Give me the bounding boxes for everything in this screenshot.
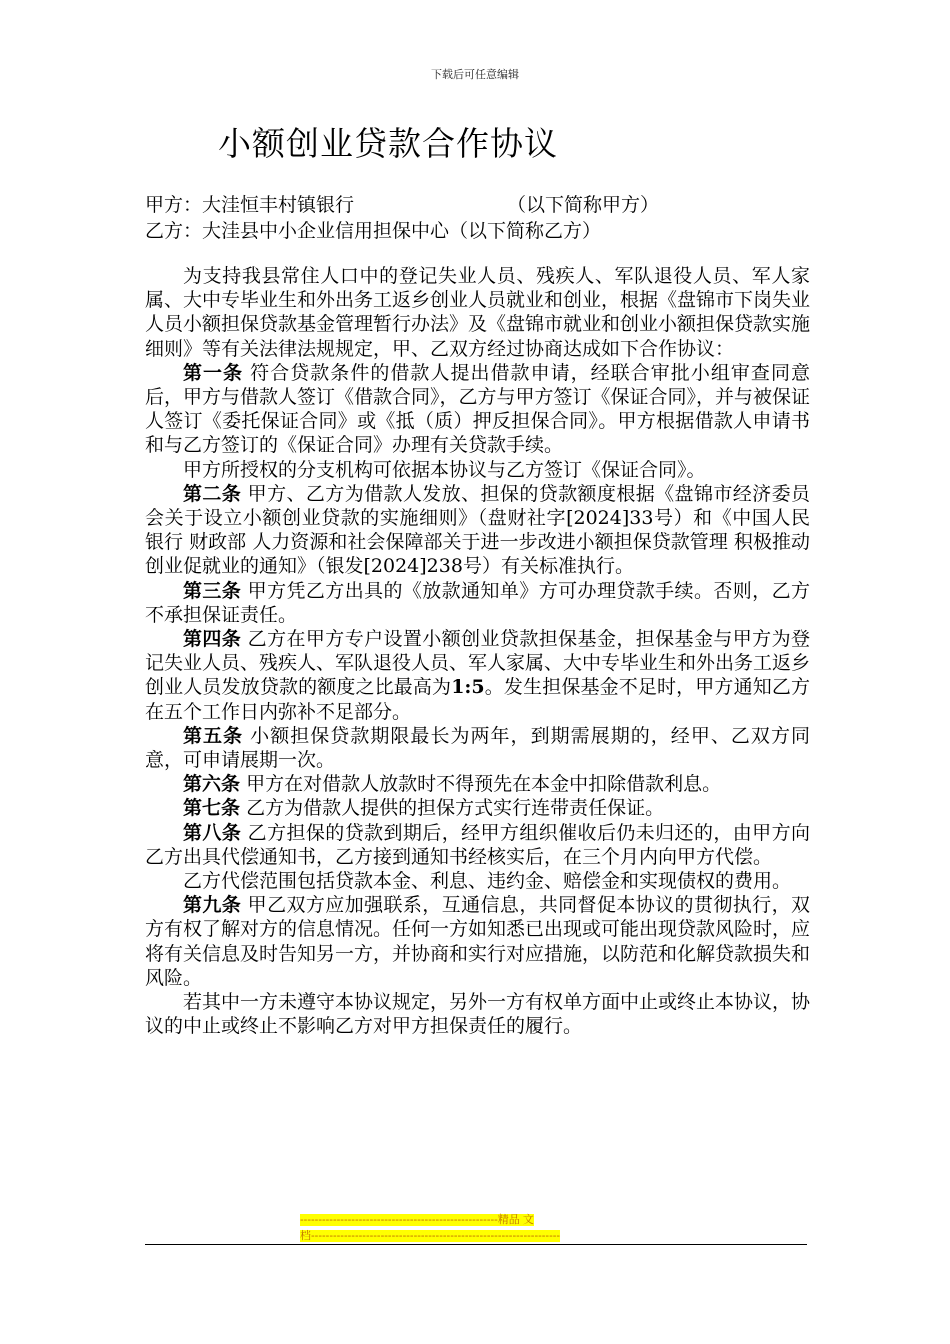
article-9	[145, 893, 810, 990]
footer-divider	[145, 1244, 807, 1245]
footer-mark-line2: 档--------------------------------------------------------------------	[300, 1230, 561, 1242]
article-number: 第九条	[183, 894, 242, 917]
article-1-note	[145, 458, 810, 482]
article-text: 甲乙双方应加强联系，互通信息，共同督促本协议的贯彻执行，双方有权了解对方的信息情况。任何一方如知悉已出现或可能出现贷款风险时，应将有关信息及时告知另一方，并协商和实行对应措施，以防范和化解贷款损失和风险。	[145, 894, 811, 989]
article-5	[145, 724, 810, 772]
article-number: 第四条	[183, 628, 242, 651]
article-number: 第六条	[183, 773, 241, 796]
footer-mark-line1: ------------------------------------------------------精品 文	[300, 1214, 534, 1226]
article-8	[145, 821, 810, 869]
article-text: 乙方在甲方专户设置小额创业贷款担保基金，担保基金与甲方为登记失业人员、残疾人、军队退役人员、军人家属、大中专毕业生和外出务工返乡创业人员发放贷款的额度之比最高为	[145, 628, 811, 699]
article-3	[145, 579, 810, 627]
party-b-line	[145, 216, 601, 243]
document-title: 小额创业贷款合作协议	[218, 124, 558, 163]
party-a-abbr: （以下简称甲方）	[507, 194, 660, 216]
article-text-tail: 。发生担保基金不足时，甲方通知乙方在五个工作日内弥补不足部分。	[145, 676, 810, 723]
article-text: 甲方凭乙方出具的《放款通知单》方可办理贷款手续。否则，乙方不承担保证责任。	[145, 579, 810, 626]
article-7	[145, 796, 810, 820]
intro-paragraph: 为支持我县常住人口中的登记失业人员、残疾人、军队退役人员、军人家属、大中专毕业生和外出务工返乡创业人员就业和创业，根据《盘锦市下岗失业人员小额担保贷款基金管理暂行办法》及《盘锦市就业和创业小额担保贷款实施细则》等有关法律法规规定，甲、乙双方经过协商达成如下合作协议：	[145, 265, 811, 360]
article-number: 第一条	[183, 361, 244, 384]
article-9-note	[145, 990, 810, 1038]
article-4	[145, 627, 810, 724]
ratio-value: 1:5	[451, 676, 485, 699]
article-number: 第七条	[183, 797, 241, 820]
party-b-label: 乙方：	[145, 220, 203, 242]
article-number: 第三条	[183, 579, 242, 602]
article-text: 符合贷款条件的借款人提出借款申请，经联合审批小组审查同意后，甲方与借款人签订《借款合同》，乙方与甲方签订《保证合同》，并与被保证人签订《委托保证合同》或《抵（质）押反担保合同》。甲方根据借款人申请书和与乙方签订的《保证合同》办理有关贷款手续。	[145, 361, 811, 457]
article-text: 小额担保贷款期限最长为两年，到期需展期的，经甲、乙双方同意，可申请展期一次。	[145, 724, 810, 772]
article-text: 若其中一方未遵守本协议规定，另外一方有权单方面中止或终止本协议，协议的中止或终止不影响乙方对甲方担保责任的履行。	[145, 991, 811, 1038]
party-a-name: 大洼恒丰村镇银行	[202, 194, 355, 216]
article-number: 第八条	[183, 821, 242, 844]
article-text: 乙方担保的贷款到期后，经甲方组织催收后仍未归还的，由甲方向乙方出具代偿通知书，乙方接到通知书经核实后，在三个月内向甲方代偿。	[145, 821, 810, 868]
article-text: 乙方为借款人提供的担保方式实行连带责任保证。	[246, 797, 665, 820]
article-text: 甲方、乙方为借款人发放、担保的贷款额度根据《盘锦市经济委员会关于设立小额创业贷款的实施细则》（盘财社字[2024]33号）和《中国人民银行 财政部 人力资源和社会保障部关于进一步改进小额担保贷款管理 积极推动创业促就业的通知》（银发[2024]238号）有关标准执行。	[145, 482, 810, 578]
party-a-line	[145, 190, 659, 217]
article-text: 乙方代偿范围包括贷款本金、利息、违约金、赔偿金和实现债权的费用。	[183, 870, 792, 893]
article-1	[145, 361, 810, 458]
party-a-label: 甲方：	[145, 194, 203, 216]
article-6	[145, 772, 810, 796]
article-number: 第二条	[183, 482, 242, 505]
agreement-body	[145, 264, 810, 1039]
page-header-note: 下载后可任意编辑	[431, 68, 519, 81]
article-8-note	[145, 869, 810, 893]
article-number: 第五条	[183, 724, 244, 747]
article-text: 甲方在对借款人放款时不得预先在本金中扣除借款利息。	[246, 773, 722, 796]
article-text: 甲方所授权的分支机构可依据本协议与乙方签订《保证合同》。	[183, 458, 706, 481]
footer-watermark	[300, 1212, 650, 1244]
article-2	[145, 482, 810, 579]
party-b-text: 大洼县中小企业信用担保中心（以下简称乙方）	[202, 220, 602, 242]
